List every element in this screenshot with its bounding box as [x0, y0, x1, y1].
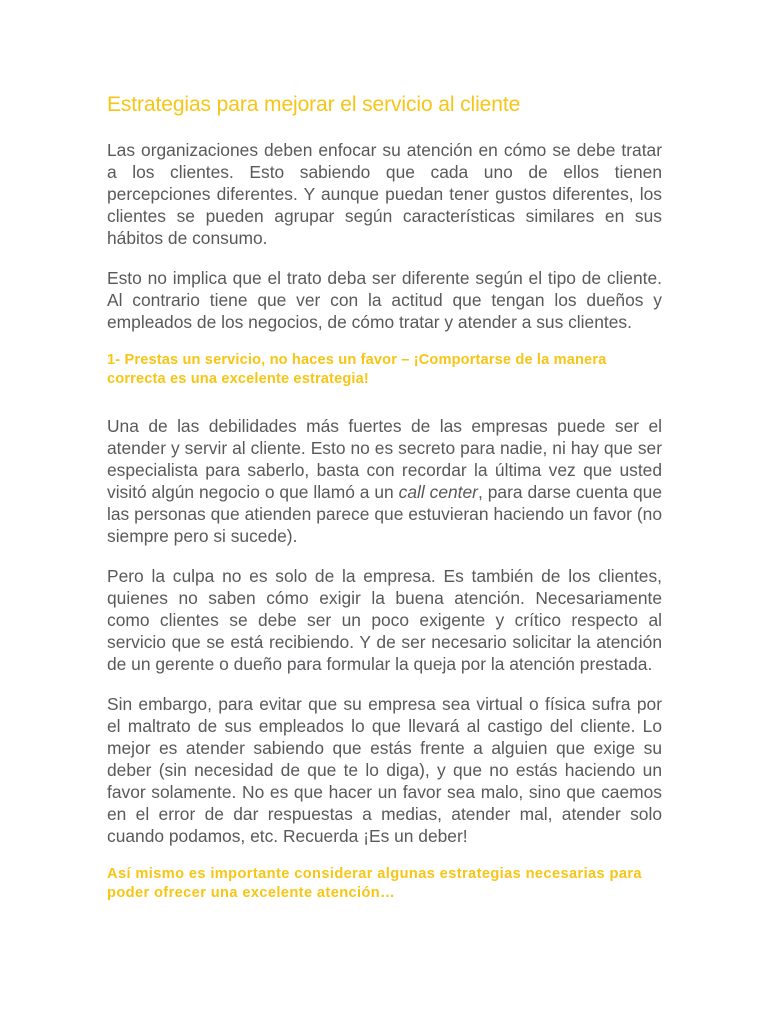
intro-paragraph-1: Las organizaciones deben enfocar su atención en cómo se debe tratar a los clientes. Esto sabiendo que cada uno de ellos tienen percepciones diferentes. Y aunque puedan tener gustos diferentes, los clientes se pueden agrupar según características similares en sus hábitos de consumo. [107, 140, 662, 248]
section-1-paragraph-1-text-end: , para darse cuenta que las personas que atienden parece que estuvieran haciendo un favor (no siempre pero si sucede). [107, 482, 662, 546]
call-center-emphasis: call center [398, 482, 478, 502]
section-1-paragraph-1-text-start: Una de las debilidades más fuertes de las empresas puede ser el atender y servir al cliente. Esto no es secreto para nadie, ni hay que ser especialista para saberlo, basta con recordar la última vez que usted visitó algún negocio o que llamó a un [107, 416, 662, 502]
section-1-heading: 1- Prestas un servicio, no haces un favor – ¡Comportarse de la manera correcta es una excelente estrategia! [107, 352, 607, 387]
section-1-paragraph-1 [107, 415, 662, 547]
section-1-paragraph-2: Pero la culpa no es solo de la empresa. Es también de los clientes, quienes no saben cómo exigir la buena atención. Necesariamente como clientes se debe ser un poco exigente y crítico respecto al servicio que se está recibiendo. Y de ser necesario solicitar la atención de un gerente o dueño para formular la queja por la atención prestada. [107, 566, 662, 674]
section-1-paragraph-3: Sin embargo, para evitar que su empresa sea virtual o física sufra por el maltrato de sus empleados lo que llevará al castigo del cliente. Lo mejor es atender sabiendo que estás frente a alguien que exige su deber (sin necesidad de que te lo diga), y que no estás haciendo un favor solamente. No es que hacer un favor sea malo, sino que caemos en el error de dar respuestas a medias, atender mal, atender solo cuando podamos, etc. Recuerda ¡Es un deber! [107, 694, 662, 846]
document-title: Estrategias para mejorar el servicio al cliente [107, 93, 521, 116]
closing-highlight: Así mismo es importante considerar algunas estrategias necesarias para poder ofrecer una excelente atención… [107, 866, 642, 901]
intro-paragraph-2: Esto no implica que el trato deba ser diferente según el tipo de cliente. Al contrario tiene que ver con la actitud que tengan los dueños y empleados de los negocios, de cómo tratar y atender a sus clientes. [107, 268, 662, 332]
